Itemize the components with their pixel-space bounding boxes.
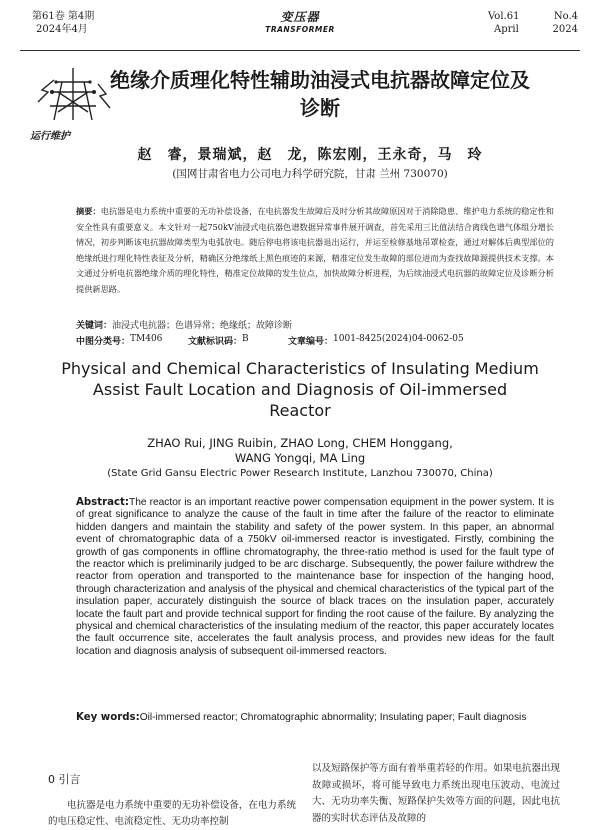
keywords-cn (76, 318, 554, 331)
clc-value: TM406 (130, 334, 163, 344)
abstract-en-label: Abstract: (76, 497, 129, 508)
keywords-en-text: Oil-immersed reactor; Chromatographic abnormality; Insulating paper; Fault diagnosis (139, 712, 527, 723)
keywords-en (76, 712, 554, 724)
article-number-value: 1001-8425(2024)04-0062-05 (333, 334, 464, 344)
journal-name-en: TRANSFORMER (265, 25, 335, 34)
volume-en: Vol.61 (488, 11, 520, 22)
affiliation-en: (State Grid Gansu Electric Power Research Institute, Lanzhou 730070, China) (107, 468, 493, 479)
body-text-left-column: 电抗器是电力系统中重要的无功补偿设备，在电力系统的电压稳定性、电流稳定性、无功功率控制 (48, 800, 296, 827)
date-cn: 2024年4月 (36, 24, 88, 35)
header-volume-info (32, 10, 94, 36)
abstract-cn-label: 摘要： (76, 206, 101, 216)
article-number-label: 文章编号： (288, 337, 334, 347)
doc-code-label: 文献标识码： (188, 337, 243, 347)
keywords-cn-text: 油浸式电抗器；色谱异常；绝缘纸；故障诊断 (112, 321, 293, 331)
year-en: 2024 (552, 24, 578, 35)
section-heading-introduction: 0 引言 (48, 773, 81, 786)
authors-en-line1: ZHAO Rui, JING Ruibin, ZHAO Long, CHEM Honggang, (147, 436, 453, 450)
affiliation-cn: (国网甘肃省电力公司电力科学研究院，甘肃 兰州 730070) (172, 168, 448, 180)
month-en: April (494, 24, 519, 35)
authors-en-line2: WANG Yongqi, MA Ling (234, 451, 366, 465)
keywords-cn-label: 关键词： (76, 321, 113, 331)
body-text-right-column: 以及短路保护等方面有着举重若轻的作用。如果电抗器出现故障或损坏，将可能导致电力系统出现电压波动、电流过大、无功功率失衡、短路保护失效等方面的问题，因此电抗器的实时状态评估及故障的 (312, 763, 560, 824)
abstract-en (76, 497, 554, 658)
volume-issue-cn: 第61卷 第4期 (32, 11, 95, 22)
abstract-cn (76, 204, 554, 297)
doc-code-value: B (242, 334, 249, 344)
issue-en: No.4 (553, 11, 578, 22)
header-rule (20, 50, 580, 51)
journal-name-cn: 变压器 (280, 10, 320, 24)
authors-cn: 赵 睿，景瑞斌，赵 龙，陈宏刚，王永奇，马 玲 (137, 147, 483, 163)
article-title-en: Physical and Chemical Characteristics of Insulating Medium Assist Fault Location and Diagnosis of Oil-immersed Reactor (61, 359, 539, 420)
article-title-cn: 绝缘介质理化特性辅助油浸式电抗器故障定位及诊断 (110, 68, 530, 120)
header-volume-info-en (488, 10, 578, 36)
classification-line (76, 334, 554, 347)
abstract-en-text: The reactor is an important reactive power compensation equipment in the power system. It is of great significance to analyze the cause of the fault in time after the failure of the reactor to eliminate hidden dangers and maintain the stability and safety of the power system. In this paper, an abnormal event of chromatographic data of a 750kV oil-immersed reactor is investigated. Firstly, combining the growth of gas components in offline chromatography, the three-ratio method is used for the fault type of the reactor which is preliminarily judged to be arc discharge. Subsequently, the power failure withdrew the reactor from operation and transported to the maintenance base for inspection of the hanging hood, through characterization and analysis of the physical and chemical characteristics of the typical part of the insulation paper, accurately distinguish the source of black traces on the insulation paper, accurately locate the fault part and provide technical support for finding the root cause of the failure. By analyzing the physical and chemical characteristics of the insulating medium of the reactor, this paper accurately locates the fault occurrence site, accelerates the fault analysis process, and provides new ideas for the fault location and diagnosis analysis of subsequent oil-immersed reactors. (76, 497, 554, 657)
authors-en (80, 436, 520, 466)
keywords-en-label: Key words: (76, 712, 140, 723)
column-logo-label: 运行维护 (30, 131, 70, 142)
clc-label: 中图分类号： (76, 337, 131, 347)
abstract-cn-text: 电抗器是电力系统中重要的无功补偿设备，在电抗器发生故障后及时分析其故障原因对于消除隐患、维护电力系统的稳定性和安全性具有重要意义。本文针对一起750kV油浸式电抗器色谱数据异常事件展开调查，首先采用三比值法结合离线色谱气体组分增长情况，初步判断该电抗器故障类型为电弧放电。随后停电将该电抗器退出运行，并运至检修基地吊罩检查，通过对解体后典型部位的绝缘纸进行理化特性表征及分析，精确区分绝缘纸上黑色痕迹的来源，精准定位发生故障的部位进而为查找故障源提供技术支撑。本文通过分析电抗器绝缘介质的理化特性，精准定位故障的发生位点，加快故障分析进程，为后续油浸式电抗器的故障定位及诊断分析提供新思路。 (76, 206, 554, 294)
journal-masthead (250, 8, 350, 34)
